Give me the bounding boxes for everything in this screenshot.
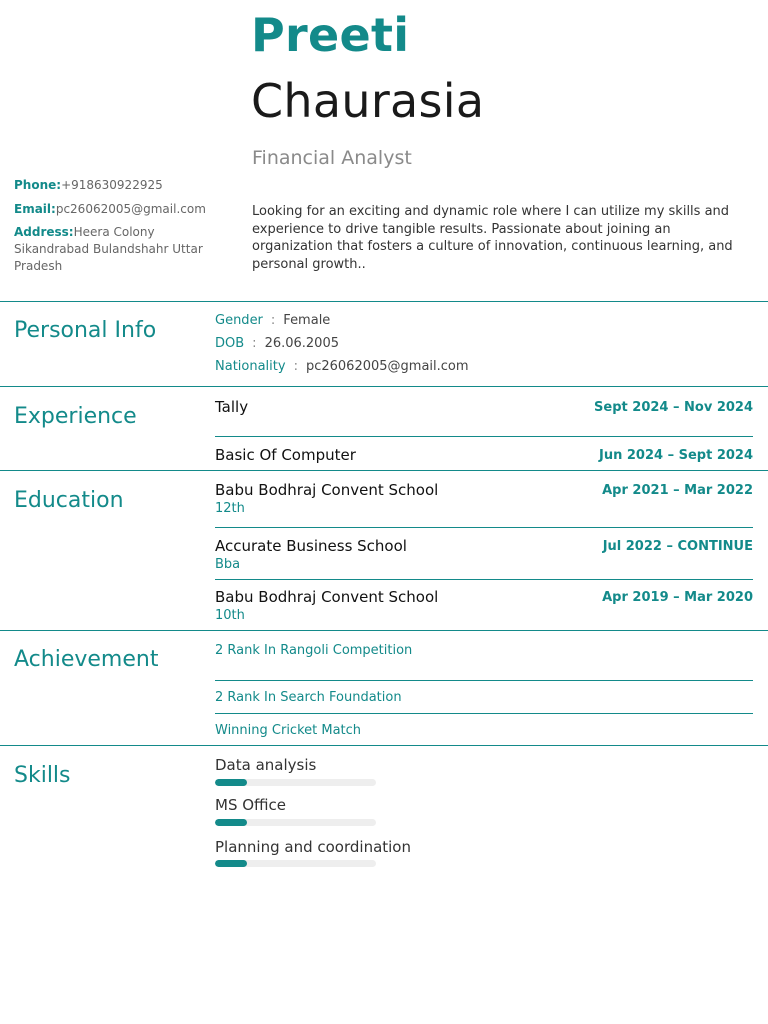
- section-divider: [0, 630, 768, 631]
- separator: :: [293, 359, 298, 374]
- section-title-personal-info: Personal Info: [14, 318, 157, 343]
- phone-label: Phone:: [14, 178, 62, 192]
- gender-label: Gender: [215, 313, 263, 328]
- achievement-item: 2 Rank In Search Foundation: [215, 690, 402, 705]
- section-divider: [0, 470, 768, 471]
- skill-name: Data analysis: [215, 756, 317, 774]
- address-value: Heera Colony Sikandrabad Bulandshahr Uttar Pradesh: [14, 225, 203, 273]
- personal-info-dob: [215, 336, 339, 351]
- profile-summary: Looking for an exciting and dynamic role where I can utilize my skills and experience to drive tangible results. Passionate about joining an organization that fosters a culture of innovation, continuous learning, and personal growth..: [252, 204, 733, 272]
- education-degree: 10th: [215, 608, 245, 623]
- entry-divider: [215, 680, 753, 681]
- skill-level-fill: [215, 819, 247, 826]
- email-value: pc26062005@gmail.com: [55, 202, 206, 216]
- experience-dates: Sept 2024 – Nov 2024: [594, 400, 753, 415]
- education-dates: Jul 2022 – CONTINUE: [602, 539, 753, 554]
- achievement-item: 2 Rank In Rangoli Competition: [215, 643, 413, 658]
- dob-label: DOB: [215, 336, 245, 351]
- section-divider: [0, 745, 768, 746]
- skill-level-bar: [215, 779, 376, 786]
- dob-value: 26.06.2005: [264, 336, 339, 351]
- education-school: Babu Bodhraj Convent School: [215, 588, 439, 606]
- experience-title: Tally: [215, 398, 249, 416]
- contact-phone: [14, 177, 219, 194]
- section-title-education: Education: [14, 488, 124, 513]
- education-dates: Apr 2019 – Mar 2020: [602, 590, 753, 605]
- entry-divider: [215, 436, 753, 437]
- last-name: Chaurasia: [251, 74, 485, 128]
- skill-name: MS Office: [215, 796, 287, 814]
- entry-divider: [215, 579, 753, 580]
- education-school: Accurate Business School: [215, 537, 407, 555]
- education-degree: Bba: [215, 557, 241, 572]
- skill-level-bar: [215, 860, 376, 867]
- education-dates: Apr 2021 – Mar 2022: [602, 483, 753, 498]
- contact-email: [14, 201, 219, 218]
- entry-divider: [215, 527, 753, 528]
- job-title: Financial Analyst: [252, 147, 412, 169]
- personal-info-gender: [215, 313, 330, 328]
- section-title-achievement: Achievement: [14, 647, 159, 672]
- separator: :: [270, 313, 276, 328]
- phone-value: +918630922925: [61, 178, 163, 192]
- skill-level-fill: [215, 779, 247, 786]
- first-name: Preeti: [251, 8, 410, 62]
- section-divider: [0, 301, 768, 302]
- achievement-item: Winning Cricket Match: [215, 723, 362, 738]
- education-degree: 12th: [215, 501, 245, 516]
- skill-name: Planning and coordination: [215, 838, 411, 856]
- skill-level-bar: [215, 819, 376, 826]
- gender-value: Female: [283, 313, 331, 328]
- section-divider: [0, 386, 768, 387]
- section-title-skills: Skills: [14, 763, 71, 788]
- email-label: Email:: [14, 202, 56, 216]
- section-title-experience: Experience: [14, 404, 137, 429]
- skill-level-fill: [215, 860, 247, 867]
- education-school: Babu Bodhraj Convent School: [215, 481, 439, 499]
- entry-divider: [215, 713, 753, 714]
- personal-info-nationality: [215, 359, 469, 374]
- contact-address: [14, 224, 219, 275]
- experience-title: Basic Of Computer: [215, 446, 356, 464]
- experience-dates: Jun 2024 – Sept 2024: [598, 448, 753, 463]
- separator: :: [252, 336, 257, 351]
- nationality-value: pc26062005@gmail.com: [305, 359, 469, 374]
- address-label: Address:: [14, 225, 74, 239]
- nationality-label: Nationality: [215, 359, 286, 374]
